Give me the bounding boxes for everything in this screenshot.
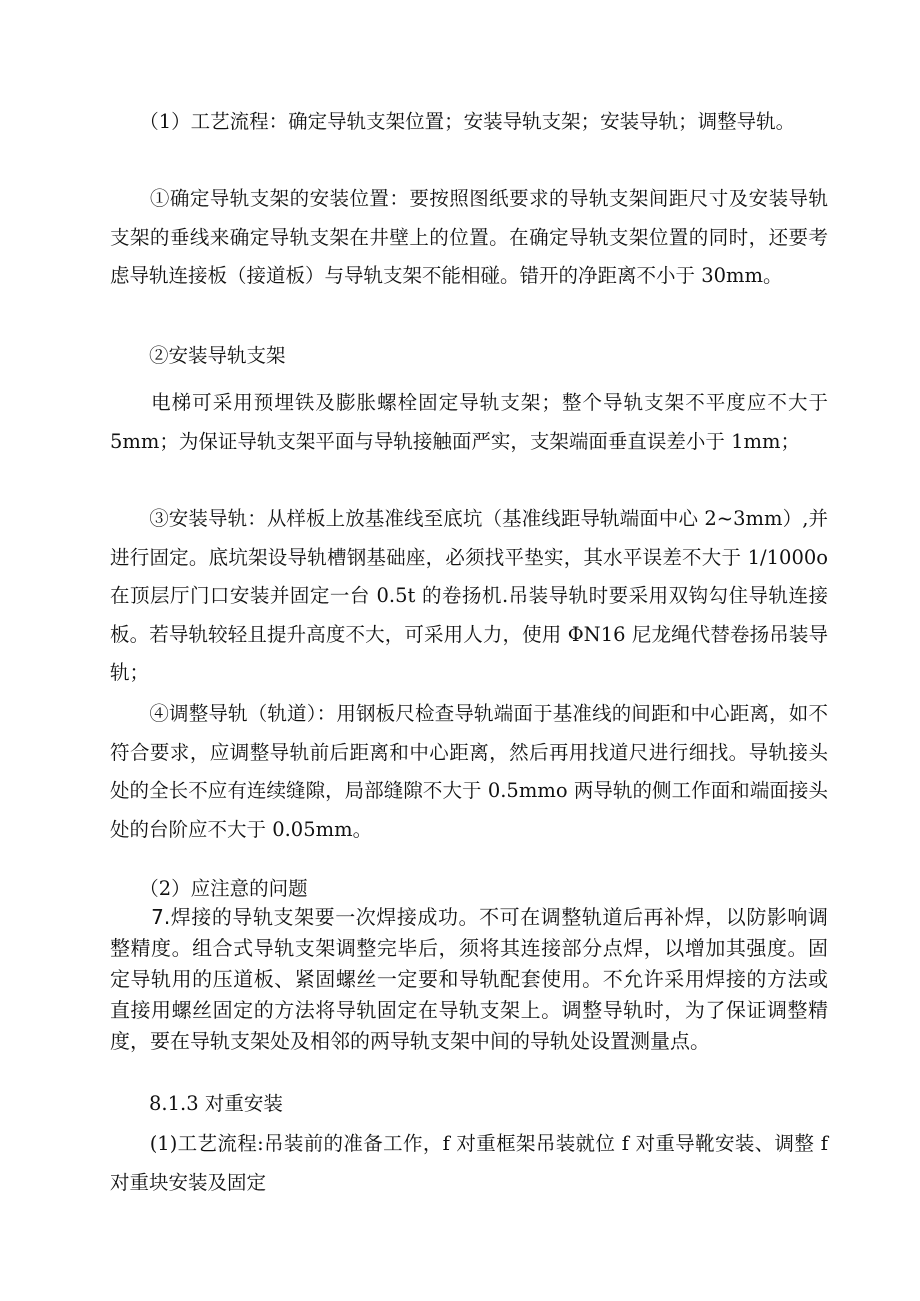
paragraph-bracket-position: ①确定导轨支架的安装位置：要按照图纸要求的导轨支架间距尺寸及安装导轨支架的垂线来确定导轨支架在井壁上的位置。在确定导轨支架位置的同时，还要考虑导轨连接板（接道板）与导轨支架不能相碰。错开的净距离不小于 30mm。 [110, 187, 828, 287]
paragraph-process-flow: （1）工艺流程：确定导轨支架位置；安装导轨支架；安装导轨；调整导轨。 [110, 110, 796, 133]
section-counterweight-heading: 8.1.3 对重安装 [110, 1092, 283, 1115]
paragraph-welding-notes: 7.焊接的导轨支架要一次焊接成功。不可在调整轨道后再补焊，以防影响调整精度。组合式导轨支架调整完毕后，须将其连接部分点焊，以增加其强度。固定导轨用的压道板、紧固螺丝一定要和导轨配套使用。不允许采用焊接的方法或直接用螺丝固定的方法将导轨固定在导轨支架上。调整导轨时，为了保证调整精度，要在导轨支架处及相邻的两导轨支架中间的导轨处设置测量点。 [110, 905, 828, 1053]
paragraph-install-rail: ③安装导轨：从样板上放基准线至底坑（基准线距导轨端面中心 2~3mm）,并进行固定。底坑架设导轨槽钢基础座，必须找平垫实，其水平误差不大于 1/1000o 在顶层厅门口安装并固定一台 0.5t 的卷扬机.吊装导轨时要采用双钩勾住导轨连接板。若导轨较轻且提升高度不大，可采用人力，使用 ΦN16 尼龙绳代替卷扬吊装导轨； [110, 507, 828, 684]
paragraph-adjust-rail: ④调整导轨（轨道）：用钢板尺检查导轨端面于基准线的间距和中心距离，如不符合要求，应调整导轨前后距离和中心距离，然后再用找道尺进行细找。导轨接头处的全长不应有连续缝隙，局部缝隙不大于 0.5mmo 两导轨的侧工作面和端面接头处的台阶应不大于 0.05mm。 [110, 702, 828, 841]
paragraph-counterweight-flow: (1)工艺流程:吊装前的准备工作，f 对重框架吊装就位 f 对重导靴安装、调整 f 对重块安装及固定 [110, 1132, 828, 1194]
paragraph-notes-heading: （2）应注意的问题 [110, 877, 308, 900]
paragraph-install-bracket-heading: ②安装导轨支架 [110, 344, 286, 367]
paragraph-install-bracket: 电梯可采用预埋铁及膨胀螺栓固定导轨支架；整个导轨支架不平度应不大于 5mm；为保证导轨支架平面与导轨接触面严实，支架端面垂直误差小于 1mm； [110, 391, 828, 453]
